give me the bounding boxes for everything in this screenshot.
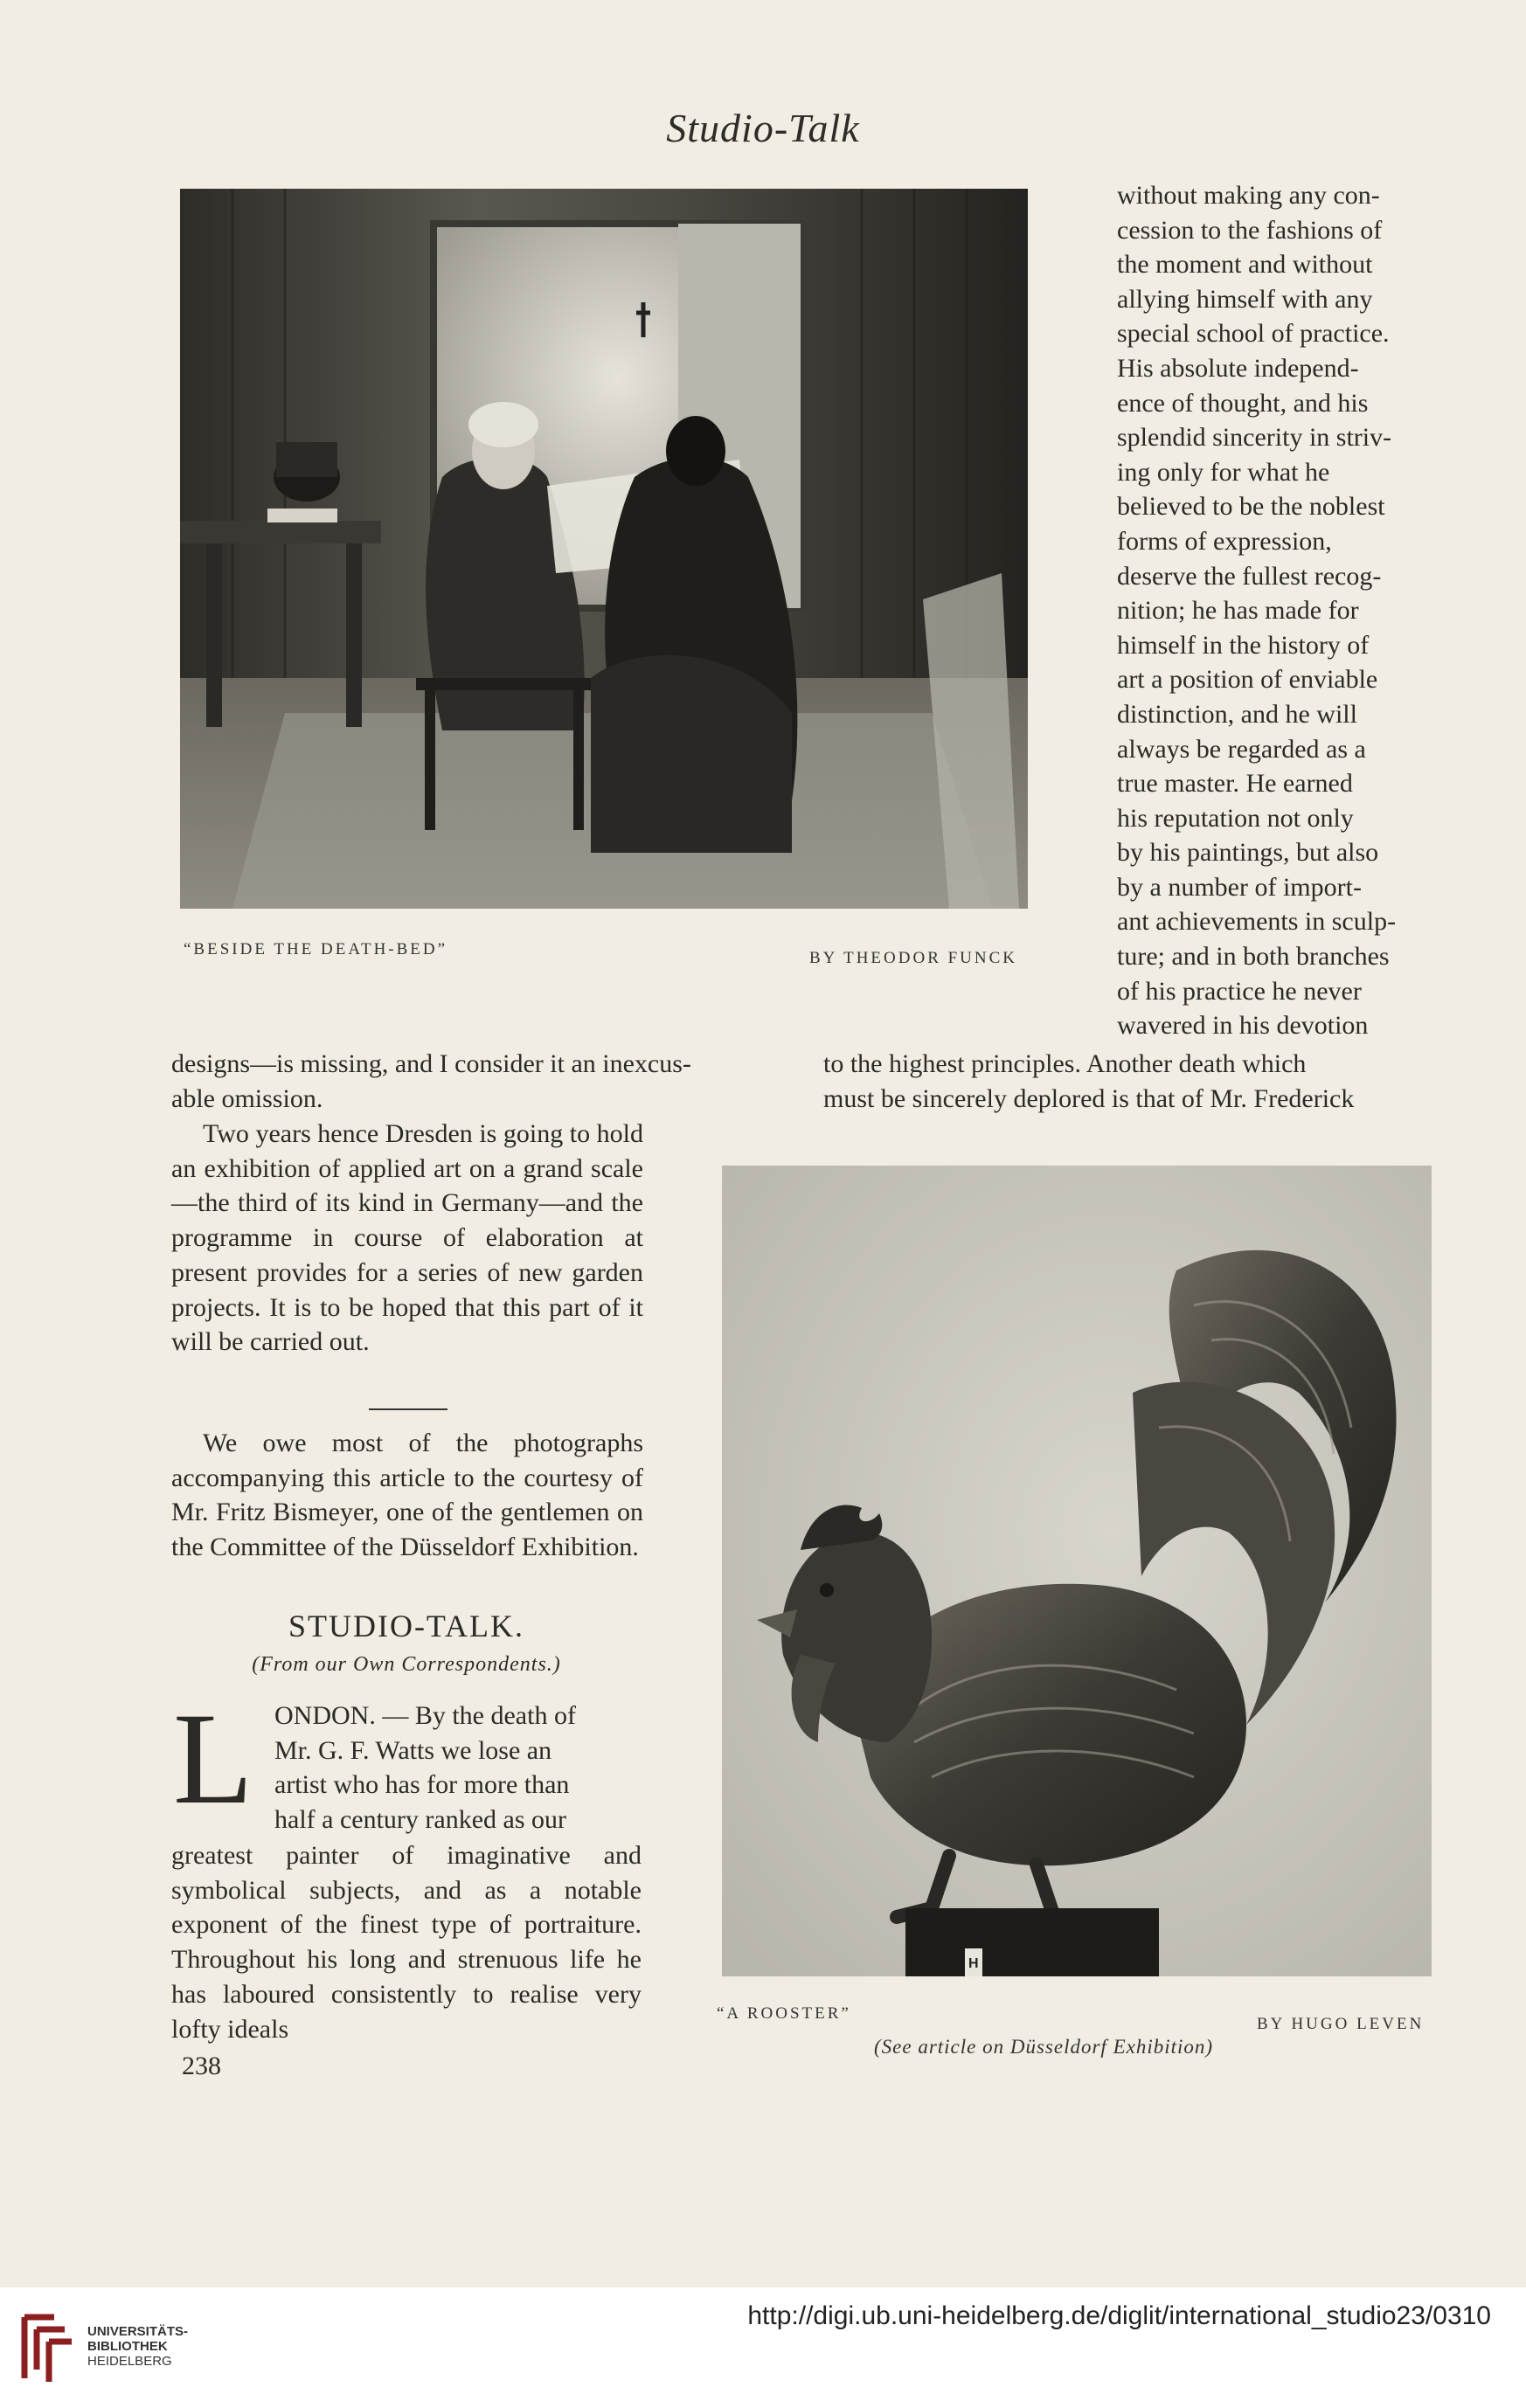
- text-line: himself in the history of: [1117, 630, 1370, 660]
- figure2-caption-artist: BY HUGO LEVEN: [1257, 2015, 1425, 2033]
- text-line: Mr. G. F. Watts we lose an: [274, 1735, 552, 1765]
- figure1-caption-artist: BY THEODOR FUNCK: [809, 949, 1018, 967]
- left-column-photos: [171, 1426, 643, 1565]
- paragraph-watts: greatest painter of imaginative and symbolical subjects, and as a notable exponent of the finest type of portraiture. Throughout his long and strenuous life he has laboured consistently to realise very lofty ideals: [171, 1841, 642, 2044]
- library-name-line1: UNIVERSITÄTS-: [87, 2324, 189, 2339]
- text-line: wavered in his devotion: [1117, 1011, 1369, 1041]
- painting-beside-the-death-bed: [180, 189, 1028, 909]
- right-column-continue: [823, 1047, 1435, 1116]
- section-subtitle: (From our Own Correspondents.): [252, 1653, 561, 1676]
- text-line: ture; and in both branches: [1117, 942, 1390, 972]
- text-line: ONDON. — By the death of: [274, 1701, 576, 1730]
- figure2-caption-note: (See article on Düsseldorf Exhibition): [874, 2036, 1214, 2058]
- page-number: 238: [182, 2052, 221, 2080]
- text-line: his reputation not only: [1117, 803, 1354, 833]
- photograph-a-rooster: [722, 1166, 1432, 1976]
- text-line: allying himself with any: [1117, 284, 1373, 314]
- figure1-caption-title: “BESIDE THE DEATH-BED”: [184, 940, 448, 958]
- section-body: [171, 1838, 642, 2046]
- library-name: [87, 2324, 188, 2369]
- source-url-link[interactable]: http://digi.ub.uni-heidelberg.de/diglit/international_studio23/0310: [747, 2301, 1491, 2330]
- text-line: splendid sincerity in striv-: [1117, 423, 1392, 453]
- left-column-body: [171, 1117, 643, 1360]
- text-line: ant achievements in sculp-: [1117, 907, 1397, 937]
- library-name-line2: BIBLIOTHEK: [87, 2339, 168, 2354]
- text-line: nition; he has made for: [1117, 596, 1359, 626]
- text-line: ence of thought, and his: [1117, 388, 1369, 418]
- text-line: cession to the fashions of: [1117, 215, 1383, 245]
- text-line: ing only for what he: [1117, 457, 1330, 487]
- library-logo-icon: [19, 2308, 75, 2391]
- figure2-caption-title: “A ROOSTER”: [717, 2004, 851, 2023]
- text-line: His absolute independ-: [1117, 353, 1359, 383]
- text-line: always be regarded as a: [1117, 734, 1366, 764]
- text-line: to the highest principles. Another death which: [823, 1049, 1307, 1078]
- text-line: special school of practice.: [1117, 319, 1390, 349]
- text-line: must be sincerely deplored is that of Mr. Frederick: [823, 1083, 1355, 1113]
- footer-bar: [0, 2287, 1526, 2408]
- section-lead-lines: [274, 1699, 642, 1837]
- text-line: designs—is missing, and I consider it an inexcus-: [171, 1049, 691, 1078]
- text-line: distinction, and he will: [1117, 699, 1357, 729]
- drop-cap: L: [173, 1686, 253, 1831]
- paragraph-photographs: We owe most of the photographs accompanying this article to the courtesy of Mr. Fritz Bismeyer, one of the gentlemen on the Committee of the Düsseldorf Exhibition.: [171, 1429, 643, 1562]
- text-line: believed to be the noblest: [1117, 492, 1385, 522]
- left-column-intro: [171, 1047, 801, 1116]
- text-line: by a number of import-: [1117, 872, 1362, 902]
- text-line: able omission.: [171, 1083, 323, 1113]
- text-line: the moment and without: [1117, 250, 1373, 280]
- text-line: deserve the fullest recog-: [1117, 561, 1382, 591]
- text-line: art a position of enviable: [1117, 665, 1378, 695]
- paragraph-dresden: Two years hence Dresden is going to hold an exhibition of applied art on a grand scale—the third of its kind in Germany—and the programme in course of elaboration at present provides for a series of new garden projects. It is to be hoped that this part of it will be carried out.: [171, 1119, 643, 1357]
- pedestal-tag-letter: H: [968, 1956, 979, 1971]
- text-line: true master. He earned: [1117, 769, 1353, 799]
- text-line: artist who has for more than: [274, 1770, 570, 1800]
- text-line: half a century ranked as our: [274, 1805, 567, 1835]
- text-line: forms of expression,: [1117, 526, 1332, 556]
- right-column-top: [1117, 178, 1440, 1043]
- page-header-title: Studio-Talk: [666, 106, 860, 150]
- library-name-line3: HEIDELBERG: [87, 2354, 172, 2369]
- section-divider-rule: [369, 1408, 447, 1410]
- section-title: STUDIO-TALK.: [288, 1609, 525, 1643]
- text-line: by his paintings, but also: [1117, 838, 1379, 868]
- text-line: of his practice he never: [1117, 976, 1362, 1006]
- text-line: without making any con-: [1117, 181, 1380, 210]
